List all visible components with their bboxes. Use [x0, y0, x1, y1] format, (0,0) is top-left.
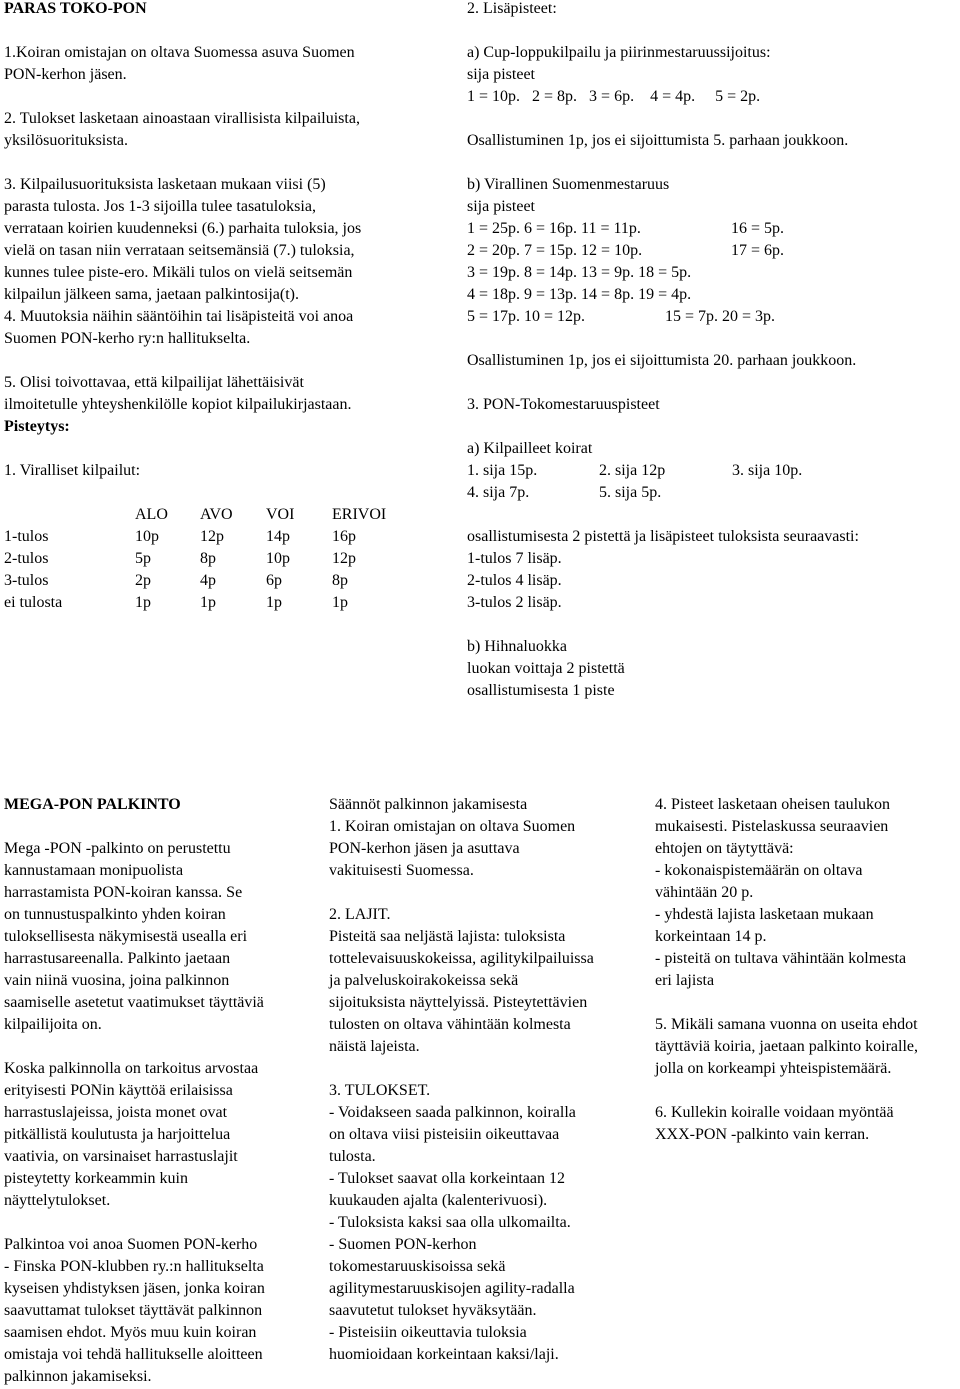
text-line: saamisen ehdot. Myös muu kuin koiran	[4, 1324, 257, 1341]
text-line: ilmoitetulle yhteyshenkilölle kopiot kilpailukirjastaan.	[4, 396, 352, 413]
osallistumisesta-block	[467, 526, 859, 614]
sm-points: 4 = 18p. 9 = 13p. 14 = 8p. 19 = 4p.	[467, 286, 692, 303]
text-line: huomioidaan korkeintaan kaksi/laji.	[329, 1346, 559, 1363]
text-line: vakituisesti Suomessa.	[329, 862, 474, 879]
saannot-paragraph-1	[329, 794, 575, 882]
sm-note-block	[467, 350, 856, 372]
text-line: on oltava viisi pisteisiin oikeuttavaa	[329, 1126, 560, 1143]
toko-rule-5	[4, 372, 352, 438]
text-line: 4. Muutoksia näihin sääntöihin tai lisäpisteitä voi anoa	[4, 308, 354, 325]
saannot-paragraph-2	[329, 904, 594, 1058]
text-line: korkeintaan 14 p.	[655, 928, 767, 945]
table-cell: 10p	[266, 550, 290, 567]
table-cell: 14p	[266, 528, 290, 545]
toko-rule-2	[4, 108, 360, 152]
sija-points: 1. sija 15p.	[467, 462, 538, 479]
pisteet-paragraph-1	[655, 794, 906, 992]
text-line: 3. Kilpailusuorituksista lasketaan mukaan viisi (5)	[4, 176, 326, 193]
cup-note: Osallistuminen 1p, jos ei sijoittumista 5. parhaan joukkoon.	[467, 132, 849, 149]
megapon-paragraph-1	[4, 838, 264, 1036]
text-line: PON-kerhon jäsen.	[4, 66, 127, 83]
saannot-paragraph-3	[329, 1080, 576, 1366]
sija-points: 3. sija 10p.	[732, 462, 803, 479]
text-line: sija pisteet	[467, 66, 535, 83]
kilpailleet-heading-block	[467, 438, 592, 460]
text-line: - Tuloksista kaksi saa olla ulkomailta.	[329, 1214, 571, 1231]
text-line: näyttelytulokset.	[4, 1192, 111, 1209]
table-cell: 3-tulos	[4, 572, 49, 589]
table-header: ALO	[135, 506, 168, 523]
text-line: omistaja voi tehdä hallitukselle aloitteen	[4, 1346, 263, 1363]
text-line: mukaisesti. Pistelaskussa seuraavien	[655, 818, 889, 835]
table-cell: 4p	[200, 572, 216, 589]
text-line: 1-tulos 7 lisäp.	[467, 550, 562, 567]
text-line: 1.Koiran omistajan on oltava Suomessa asuva Suomen	[4, 44, 355, 61]
toko-rule-1	[4, 42, 355, 86]
text-line: XXX-PON -palkinto vain kerran.	[655, 1126, 870, 1143]
text-line: a) Cup-loppukilpailu ja piirinmestaruussijoitus:	[467, 44, 771, 61]
text-line: - kokonaispistemäärän on oltava	[655, 862, 863, 879]
text-line: b) Virallinen Suomenmestaruus	[467, 176, 670, 193]
text-line: Suomen PON-kerho ry:n hallitukselta.	[4, 330, 251, 347]
text-line: 1. Koiran omistajan on oltava Suomen	[329, 818, 576, 835]
table-cell: 12p	[332, 550, 356, 567]
text-line: osallistumisesta 1 piste	[467, 682, 615, 699]
text-line: eri lajista	[655, 972, 715, 989]
toko-title: PARAS TOKO-PON	[4, 0, 147, 17]
table-cell: 1p	[200, 594, 216, 611]
table-cell: 5p	[135, 550, 151, 567]
table-cell: 12p	[200, 528, 224, 545]
table-cell: 16p	[332, 528, 356, 545]
table-cell: 8p	[200, 550, 216, 567]
hihnaluokka-block	[467, 636, 625, 702]
table-cell: 2p	[135, 572, 151, 589]
text-line: ja palveluskoirakokeissa sekä	[329, 972, 519, 989]
text-line: kyseisen yhdistyksen jäsen, jonka koiran	[4, 1280, 265, 1297]
text-line: pisteytetty korkeammin kuin	[4, 1170, 188, 1187]
text-line: verrataan koirien kuudenneksi (6.) parhaita tuloksia, jos	[4, 220, 362, 237]
megapon-paragraph-3	[4, 1234, 265, 1388]
text-line: 2. LAJIT.	[329, 906, 391, 923]
text-line: palkinnon jakamiseksi.	[4, 1368, 152, 1385]
viralliset-heading-block	[4, 460, 140, 482]
table-cell: 1-tulos	[4, 528, 49, 545]
sm-section	[467, 174, 669, 218]
text-line: kannustamaan monipuolista	[4, 862, 184, 879]
sm-points: 3 = 19p. 8 = 14p. 13 = 9p. 18 = 5p.	[467, 264, 692, 281]
text-line: pitkällistä koulutusta ja harjoittelua	[4, 1126, 231, 1143]
text-line: tottelevaisuuskokeissa, agilitykilpailuissa	[329, 950, 594, 967]
text-line: - Pisteisiin oikeuttavia tuloksia	[329, 1324, 527, 1341]
text-line: Palkintoa voi anoa Suomen PON-kerho	[4, 1236, 258, 1253]
tokomestaruus-heading: 3. PON-Tokomestaruuspisteet	[467, 396, 660, 413]
text-line: erityisesti PONin käyttöä erilaisissa	[4, 1082, 233, 1099]
pisteytys-heading: Pisteytys:	[4, 418, 70, 435]
toko-rule-3-4	[4, 174, 361, 350]
table-header: VOI	[266, 506, 295, 523]
text-line: kilpailijoita on.	[4, 1016, 102, 1033]
text-line: luokan voittaja 2 pistettä	[467, 660, 625, 677]
sija-points: 2. sija 12p	[599, 462, 666, 479]
tokomestaruus-block	[467, 394, 660, 416]
kilpailleet-heading: a) Kilpailleet koirat	[467, 440, 593, 457]
text-line: yksilösuorituksista.	[4, 132, 129, 149]
text-line: harrastamista PON-koiran kanssa. Se	[4, 884, 243, 901]
table-header: ERIVOI	[332, 506, 387, 523]
text-line: tokomestaruuskisoissa sekä	[329, 1258, 506, 1275]
text-line: 3-tulos 2 lisäp.	[467, 594, 562, 611]
megapon-paragraph-2	[4, 1058, 258, 1212]
text-line: 6. Kullekin koiralle voidaan myöntää	[655, 1104, 894, 1121]
text-line: vielä on tasan niin verrataan seitsemänsiä (7.) tuloksia,	[4, 242, 355, 259]
text-line: osallistumisesta 2 pistettä ja lisäpisteet tuloksista seuraavasti:	[467, 528, 859, 545]
text-line: tuloksellisesta näkymisestä usealla eri	[4, 928, 248, 945]
sm-points: 2 = 20p. 7 = 15p. 12 = 10p.	[467, 242, 643, 259]
toko-section	[4, 0, 444, 20]
pisteet-paragraph-3	[655, 1102, 894, 1146]
sm-note: Osallistuminen 1p, jos ei sijoittumista 20. parhaan joukkoon.	[467, 352, 857, 369]
sm-points: 17 = 6p.	[731, 242, 785, 259]
table-cell: 6p	[266, 572, 282, 589]
text-line: sijoituksista näyttelyissä. Pisteytettävien	[329, 994, 588, 1011]
text-line: harrastuslajeissa, joista monet ovat	[4, 1104, 228, 1121]
points-table	[4, 504, 434, 614]
text-line: on tunnustuspalkinto yhden koiran	[4, 906, 226, 923]
sm-points: 1 = 25p. 6 = 16p. 11 = 11p.	[467, 220, 641, 237]
text-line: - Voidakseen saada palkinnon, koiralla	[329, 1104, 576, 1121]
text-line: vaativia, on varsinaiset harrastuslajit	[4, 1148, 238, 1165]
text-line: 4. Pisteet lasketaan oheisen taulukon	[655, 796, 891, 813]
text-line: Pisteitä saa neljästä lajista: tuloksista	[329, 928, 566, 945]
text-line: - Suomen PON-kerhon	[329, 1236, 477, 1253]
text-line: Mega -PON -palkinto on perustettu	[4, 840, 231, 857]
table-cell: 1p	[332, 594, 348, 611]
saannot-heading: Säännöt palkinnon jakamisesta	[329, 796, 528, 813]
text-line: näistä lajeista.	[329, 1038, 420, 1055]
sm-points: 15 = 7p. 20 = 3p.	[665, 308, 776, 325]
text-line: Koska palkinnolla on tarkoitus arvostaa	[4, 1060, 259, 1077]
text-line: 2. Tulokset lasketaan ainoastaan virallisista kilpailuista,	[4, 110, 360, 127]
text-line: 2-tulos 4 lisäp.	[467, 572, 562, 589]
sm-points-table	[467, 218, 827, 328]
text-line: tulosta.	[329, 1148, 376, 1165]
lisapisteet-heading: 2. Lisäpisteet:	[467, 0, 557, 17]
sm-points: 5 = 17p. 10 = 12p.	[467, 308, 586, 325]
text-line: saavuttamat tulokset täyttävät palkinnon	[4, 1302, 263, 1319]
table-cell: 8p	[332, 572, 348, 589]
table-cell: 1p	[135, 594, 151, 611]
text-line: saavutetut tulokset hyväksytään.	[329, 1302, 537, 1319]
text-line: sija pisteet	[467, 198, 535, 215]
text-line: 5. Olisi toivottavaa, että kilpailijat lähettäisivät	[4, 374, 304, 391]
sm-points: 16 = 5p.	[731, 220, 785, 237]
text-line: PON-kerhon jäsen ja asuttava	[329, 840, 520, 857]
text-line: täyttäviä koiria, jaetaan palkinto koiralle,	[655, 1038, 919, 1055]
text-line: ehtojen on täytyttävä:	[655, 840, 794, 857]
text-line: kuukauden ajalta (kalenterivuosi).	[329, 1192, 548, 1209]
viralliset-heading: 1. Viralliset kilpailut:	[4, 462, 141, 479]
text-line: agilitymestaruuskisojen agility-radalla	[329, 1280, 575, 1297]
text-line: - Finska PON-klubben ry.:n hallitukselta	[4, 1258, 264, 1275]
table-cell: ei tulosta	[4, 594, 63, 611]
pisteet-paragraph-2	[655, 1014, 918, 1080]
text-line: parasta tulosta. Jos 1-3 sijoilla tulee tasatuloksia,	[4, 198, 316, 215]
text-line: vain niinä vuosina, joina palkinnon	[4, 972, 230, 989]
text-line: jolla on korkeampi yhteispistemäärä.	[655, 1060, 892, 1077]
text-line: harrastusareenalla. Palkinto jaetaan	[4, 950, 231, 967]
text-line: tulosten on oltava vähintään kolmesta	[329, 1016, 571, 1033]
table-cell: 2-tulos	[4, 550, 49, 567]
text-line: 1 = 10p. 2 = 8p. 3 = 6p. 4 = 4p. 5 = 2p.	[467, 88, 761, 105]
text-line: 3. TULOKSET.	[329, 1082, 431, 1099]
table-cell: 1p	[266, 594, 282, 611]
text-line: kunnes tulee piste-ero. Mikäli tulos on vielä seitsemän	[4, 264, 353, 281]
sija-points: 4. sija 7p.	[467, 484, 530, 501]
sija-points: 5. sija 5p.	[599, 484, 662, 501]
text-line: - yhdestä lajista lasketaan mukaan	[655, 906, 874, 923]
text-line: vähintään 20 p.	[655, 884, 754, 901]
text-line: - pisteitä on tultava vähintään kolmesta	[655, 950, 907, 967]
cup-section	[467, 42, 771, 108]
text-line: kilpailun jälkeen sama, jaetaan palkintosija(t).	[4, 286, 300, 303]
megapon-title: MEGA-PON PALKINTO	[4, 796, 181, 813]
text-line: 5. Mikäli samana vuonna on useita ehdot	[655, 1016, 918, 1033]
cup-note-block	[467, 130, 848, 152]
table-cell: 10p	[135, 528, 159, 545]
table-header: AVO	[200, 506, 233, 523]
text-line: b) Hihnaluokka	[467, 638, 567, 655]
text-line: - Tulokset saavat olla korkeintaan 12	[329, 1170, 565, 1187]
sijat-table	[467, 460, 827, 504]
text-line: saamiselle asetetut vaatimukset täyttäviä	[4, 994, 264, 1011]
megapon-title-block	[4, 794, 181, 816]
lisapisteet-heading-block	[467, 0, 557, 20]
